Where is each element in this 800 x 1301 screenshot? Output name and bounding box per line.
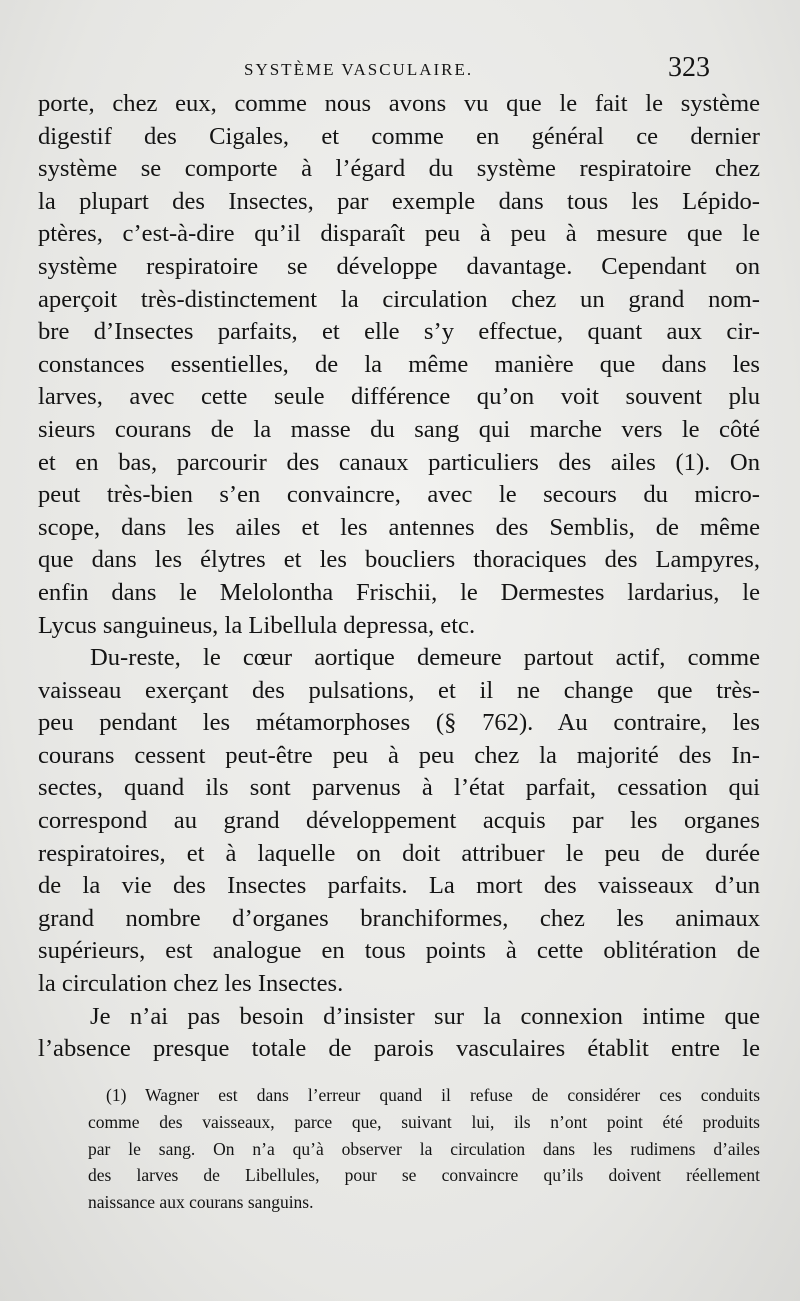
footnote-line: naissance aux courans sanguins. [88, 1192, 314, 1213]
text-line: l’absence presque totale de parois vasculaires établit entre le [38, 1035, 760, 1063]
text-line: porte, chez eux, comme nous avons vu que le fait le système [38, 90, 760, 117]
text-line: respiratoires, et à laquelle on doit attribuer le peu de durée [38, 839, 760, 867]
page-number: 323 [668, 52, 710, 83]
text-line: constances essentielles, de la même manière que dans les [38, 350, 760, 378]
footnote-line: des larves de Libellules, pour se convaincre qu’ils doivent réellement [88, 1165, 760, 1186]
text-line: peut très-bien s’en convaincre, avec le secours du micro- [38, 481, 760, 509]
text-line: que dans les élytres et les boucliers thoraciques des Lampyres, [38, 546, 760, 574]
body-text [38, 88, 760, 1066]
text-line: sieurs courans de la masse du sang qui marche vers le côté [38, 415, 760, 443]
text-line: la plupart des Insectes, par exemple dans tous les Lépido- [38, 187, 760, 215]
text-line: aperçoit très-distinctement la circulation chez un grand nom- [38, 285, 760, 313]
text-line: scope, dans les ailes et les antennes des Semblis, de même [38, 513, 760, 541]
text-line: la circulation chez les Insectes. [38, 970, 344, 998]
text-line: enfin dans le Melolontha Frischii, le Dermestes lardarius, le [38, 578, 760, 606]
text-line: courans cessent peut-être peu à peu chez la majorité des In- [38, 741, 760, 769]
text-line: ptères, c’est-à-dire qu’il disparaît peu à peu à mesure que le [38, 220, 760, 248]
footnote-line: comme des vaisseaux, parce que, suivant lui, ils n’ont point été produits [88, 1111, 760, 1132]
footnote-line: par le sang. On n’a qu’à observer la circulation dans les rudimens d’ailes [88, 1138, 760, 1159]
text-line: système respiratoire se développe davantage. Cependant on [38, 252, 760, 280]
text-line: larves, avec cette seule différence qu’on voit souvent plu [38, 383, 760, 411]
text-line: supérieurs, est analogue en tous points à cette oblitération de [38, 937, 760, 965]
text-line: vaisseau exerçant des pulsations, et il ne change que très- [38, 676, 760, 704]
text-line: correspond au grand développement acquis par les organes [38, 807, 760, 835]
text-line: peu pendant les métamorphoses (§ 762). Au contraire, les [38, 709, 760, 737]
text-line: grand nombre d’organes branchiformes, chez les animaux [38, 904, 760, 932]
running-head: SYSTÈME VASCULAIRE. [244, 60, 474, 79]
footnote-line: (1) Wagner est dans l’erreur quand il refuse de considérer ces conduits [106, 1085, 760, 1105]
text-line: Lycus sanguineus, la Libellula depressa, etc. [38, 611, 476, 639]
text-line: Je n’ai pas besoin d’insister sur la connexion intime que [90, 1002, 760, 1030]
text-line: système se comporte à l’égard du système respiratoire chez [38, 155, 760, 183]
text-line: et en bas, parcourir des canaux particuliers des ailes (1). On [38, 448, 760, 476]
page-header [230, 52, 710, 88]
text-line: Du-reste, le cœur aortique demeure partout actif, comme [90, 644, 760, 672]
text-line: sectes, quand ils sont parvenus à l’état parfait, cessation qui [38, 774, 760, 802]
text-line: digestif des Cigales, et comme en général ce dernier [38, 122, 760, 150]
text-line: bre d’Insectes parfaits, et elle s’y effectue, quant aux cir- [38, 318, 760, 346]
footnote [88, 1082, 760, 1216]
text-line: de la vie des Insectes parfaits. La mort des vaisseaux d’un [38, 872, 760, 900]
